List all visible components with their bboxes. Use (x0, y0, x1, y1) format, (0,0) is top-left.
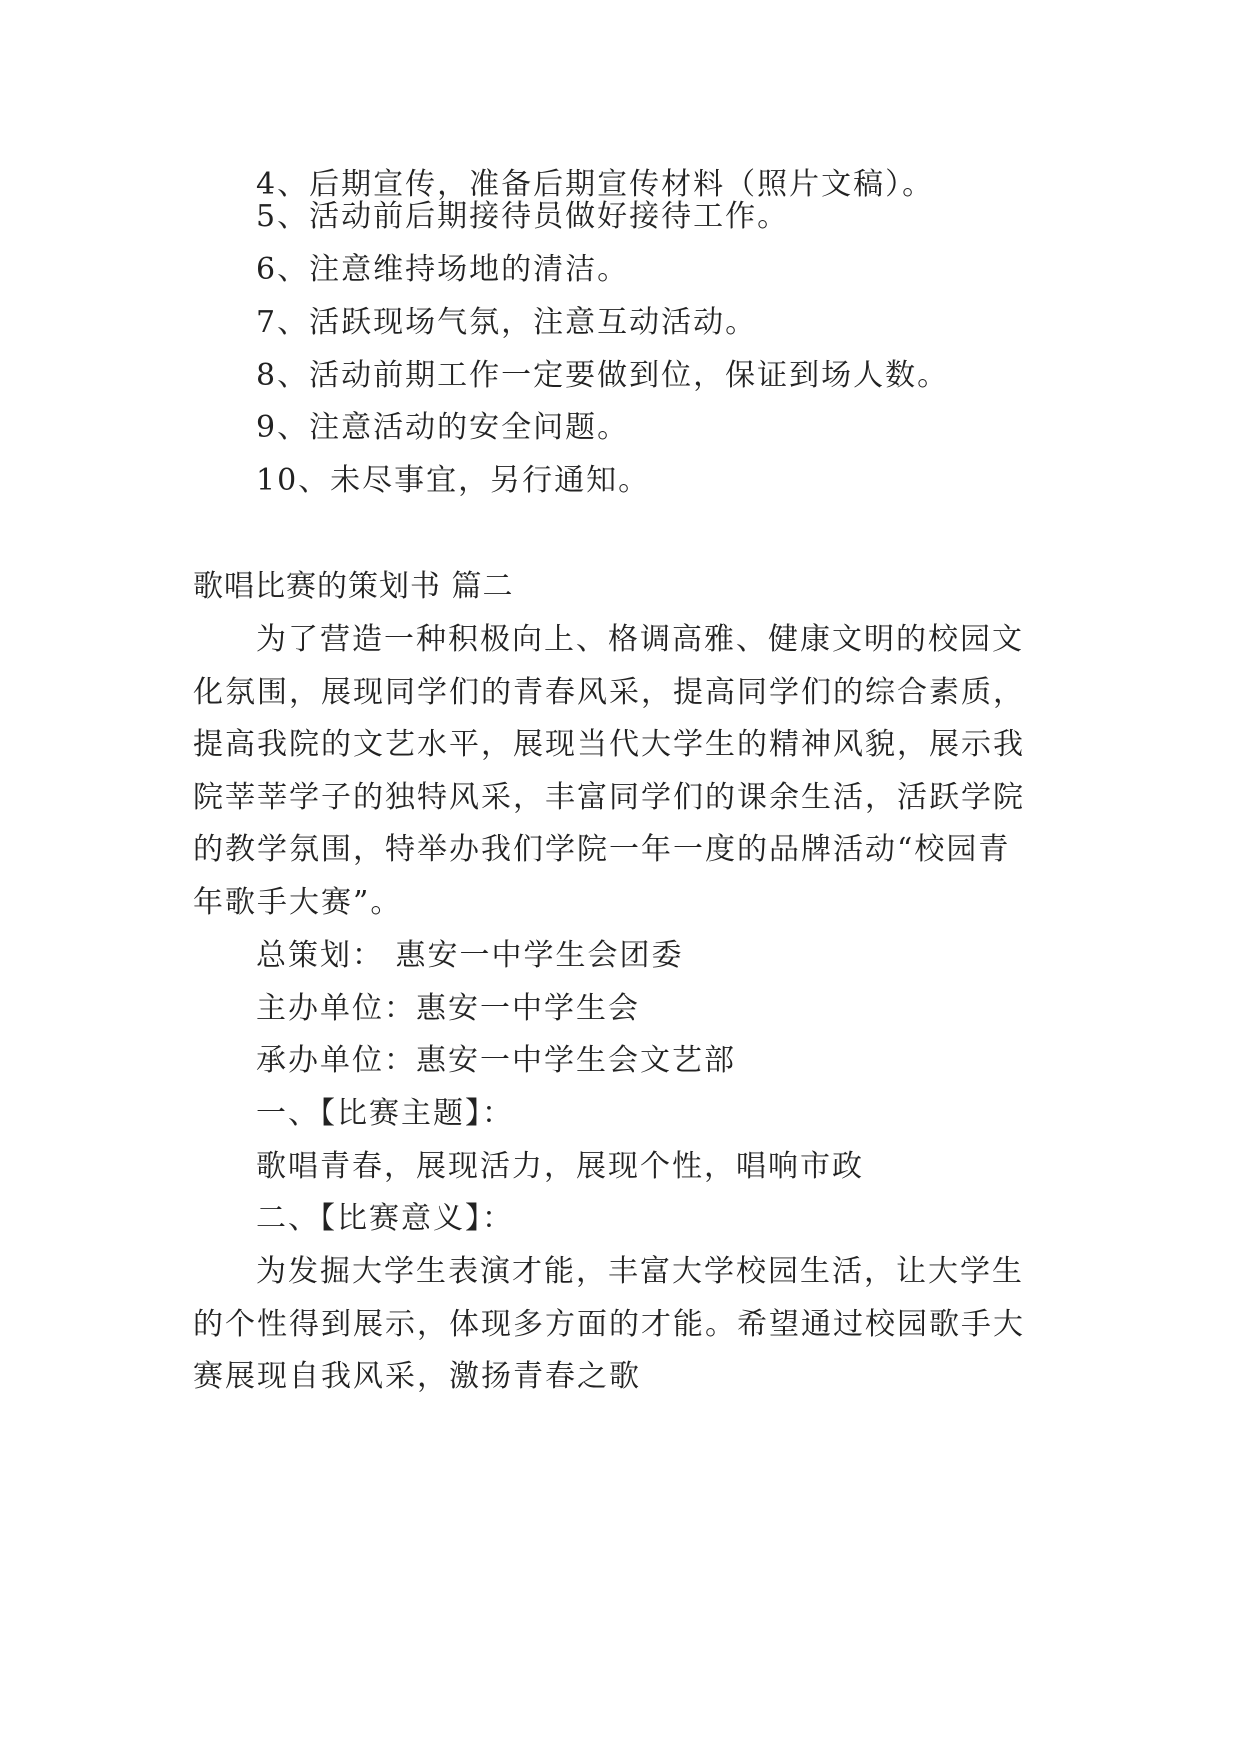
organizer-host: 主办单位：惠安一中学生会 (256, 991, 640, 1026)
paragraph-line: 提高我院的文艺水平，展现当代大学生的精神风貌，展示我 (193, 727, 1025, 762)
paragraph-line: 为发掘大学生表演才能，丰富大学校园生活，让大学生 (256, 1254, 1024, 1289)
list-item: 10、未尽事宜，另行通知。 (256, 463, 651, 498)
organizer-planner: 总策划： 惠安一中学生会团委 (256, 938, 684, 973)
list-item: 7、活跃现场气氛，注意互动活动。 (256, 305, 758, 340)
paragraph-line: 年歌手大赛”。 (193, 885, 403, 920)
list-item: 8、活动前期工作一定要做到位，保证到场人数。 (256, 358, 950, 393)
section-title: 歌唱比赛的策划书 篇二 (193, 569, 514, 604)
paragraph-line: 化氛围，展现同学们的青春风采，提高同学们的综合素质， (193, 675, 1025, 710)
list-item: 6、注意维持场地的清洁。 (256, 252, 630, 287)
list-item: 9、注意活动的安全问题。 (256, 410, 630, 445)
paragraph-line: 为了营造一种积极向上、格调高雅、健康文明的校园文 (256, 622, 1024, 657)
list-item: 4、后期宣传，准备后期宣传材料（照片文稿）。 (256, 167, 935, 202)
paragraph-line: 的个性得到展示，体现多方面的才能。希望通过校园歌手大 (193, 1307, 1025, 1342)
significance-heading: 二、【比赛意义】： (256, 1201, 514, 1236)
paragraph-line: 赛展现自我风采，激扬青春之歌 (193, 1359, 641, 1394)
theme-heading: 一、【比赛主题】： (256, 1096, 514, 1131)
list-item: 5、活动前后期接待员做好接待工作。 (256, 199, 790, 234)
theme-text: 歌唱青春，展现活力，展现个性，唱响市政 (256, 1149, 864, 1184)
organizer-undertaker: 承办单位：惠安一中学生会文艺部 (256, 1043, 736, 1078)
paragraph-line: 的教学氛围，特举办我们学院一年一度的品牌活动“校园青 (193, 832, 1011, 867)
paragraph-line: 院莘莘学子的独特风采，丰富同学们的课余生活，活跃学院 (193, 780, 1025, 815)
